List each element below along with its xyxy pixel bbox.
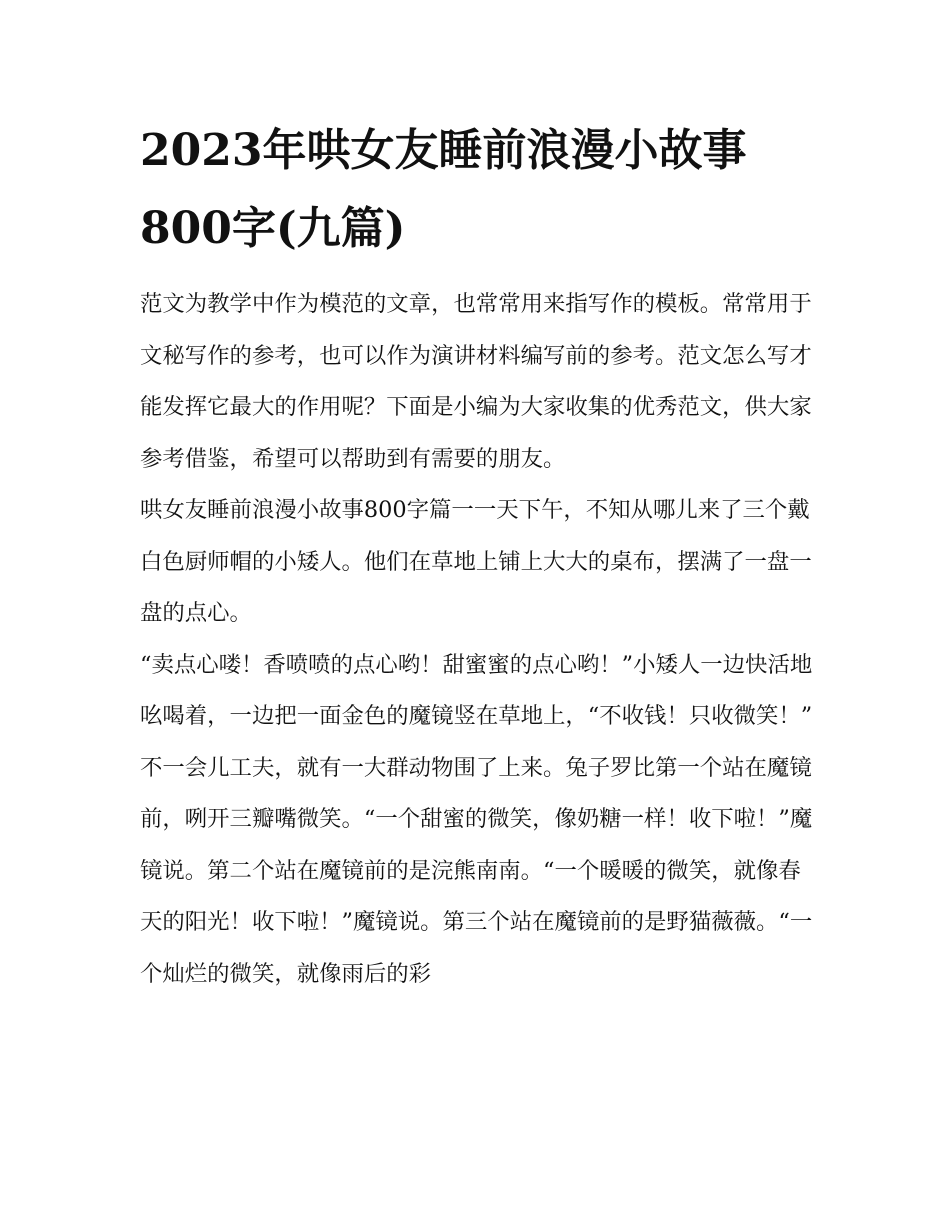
paragraph-story-opening: 哄女友睡前浪漫小故事800字篇一一天下午，不知从哪儿来了三个戴白色厨师帽的小矮人。他们在草地上铺上大大的桌布，摆满了一盘一盘的点心。 <box>140 497 812 626</box>
document-body <box>140 279 820 1000</box>
paragraph-dwarf-call: “卖点心喽！香喷喷的点心哟！甜蜜蜜的点心哟！”小矮人一边快活地吆喝着，一边把一面金色的魔镜竖在草地上，“不收钱！只收微笑！” <box>140 651 813 729</box>
paragraph-intro: 范文为教学中作为模范的文章，也常常用来指写作的模板。常常用于文秘写作的参考，也可以作为演讲材料编写前的参考。范文怎么写才能发挥它最大的作用呢？下面是小编为大家收集的优秀范文，供大家参考借鉴，希望可以帮助到有需要的朋友。 <box>140 291 812 472</box>
paragraph-animals-smile: 不一会儿工夫，就有一大群动物围了上来。兔子罗比第一个站在魔镜前，咧开三瓣嘴微笑。“一个甜蜜的微笑，像奶糖一样！收下啦！”魔镜说。第二个站在魔镜前的是浣熊南南。“一个暖暖的微笑，就像春天的阳光！收下啦！”魔镜说。第三个站在魔镜前的是野猫薇薇。“一个灿烂的微笑，就像雨后的彩 <box>140 754 813 987</box>
document-title: 2023年哄女友睡前浪漫小故事800字(九篇) <box>140 125 747 254</box>
